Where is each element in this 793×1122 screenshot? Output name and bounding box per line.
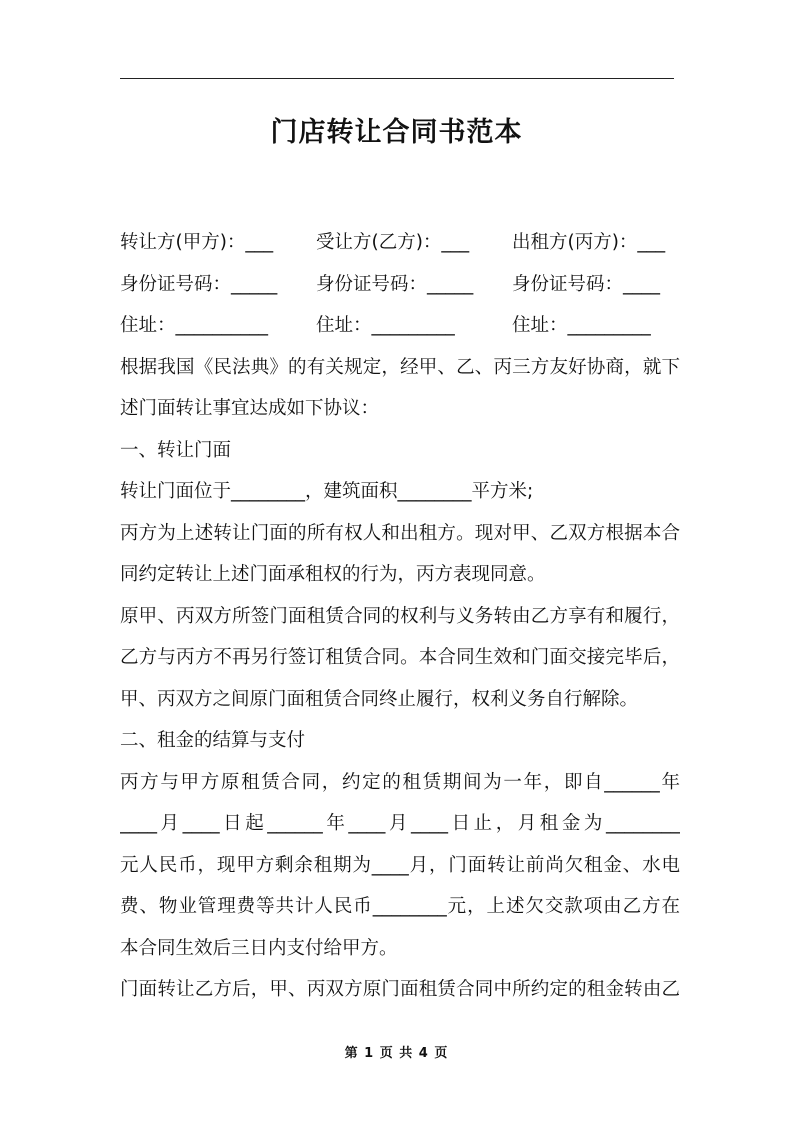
lessor-id: 身份证号码：____ <box>512 273 661 295</box>
text-line: 甲、丙双方之间原门面租赁合同终止履行，权利义务自行解除。 <box>120 688 639 710</box>
text-line: 元人民币，现甲方剩余租期为____月，门面转让前尚欠租金、水电 <box>120 854 680 876</box>
text-line: 述门面转让事宜达成如下协议： <box>120 398 380 419</box>
text-line: 丙方为上述转让门面的所有权人和出租方。现对甲、乙双方根据本合 <box>120 522 680 544</box>
header-rule <box>120 78 674 79</box>
party-names-row <box>120 222 680 264</box>
text-line: 丙方与甲方原租赁合同，约定的租赁期间为一年，即自______年 <box>120 771 680 793</box>
party-address-row <box>120 305 680 347</box>
document-body <box>120 222 680 1011</box>
text-line: 门面转让乙方后，甲、丙双方原门面租赁合同中所约定的租金转由乙 <box>120 979 680 1000</box>
text-line: ____月____日起______年____月____日止，月租金为________ <box>120 813 680 834</box>
text-line: 同约定转让上述门面承租权的行为，丙方表现同意。 <box>120 564 546 585</box>
text-line: 本合同生效后三日内支付给甲方。 <box>120 937 398 959</box>
document-title: 门店转让合同书范本 <box>270 117 523 148</box>
contract-text <box>120 347 680 1011</box>
transferee-address: 住址：_________ <box>316 315 455 336</box>
text-line: 二、租金的结算与支付 <box>120 730 306 751</box>
transferee-id: 身份证号码：_____ <box>316 273 474 295</box>
text-line: 费、物业管理费等共计人民币________元，上述欠交款项由乙方在 <box>120 896 680 917</box>
text-line: 根据我国《民法典》的有关规定，经甲、乙、丙三方友好协商，就下 <box>120 356 680 378</box>
page-footer: 第 1 页 共 4 页 <box>344 1046 449 1061</box>
text-line: 一、转让门面 <box>120 439 232 461</box>
transferee-label: 受让方(乙方)：___ <box>316 232 470 253</box>
text-line: 乙方与丙方不再另行签订租赁合同。本合同生效和门面交接完毕后， <box>120 647 680 668</box>
transferor-label: 转让方(甲方)：___ <box>120 232 274 253</box>
lessor-label: 出租方(丙方)：___ <box>512 232 666 253</box>
party-id-row <box>120 264 680 306</box>
transferor-address: 住址：__________ <box>120 315 269 336</box>
lessor-address: 住址：_________ <box>512 315 651 336</box>
text-line: 转让门面位于________，建筑面积________平方米; <box>120 481 534 502</box>
transferor-id: 身份证号码：_____ <box>120 273 278 295</box>
text-line: 原甲、丙双方所签门面租赁合同的权利与义务转由乙方享有和履行， <box>120 605 680 627</box>
